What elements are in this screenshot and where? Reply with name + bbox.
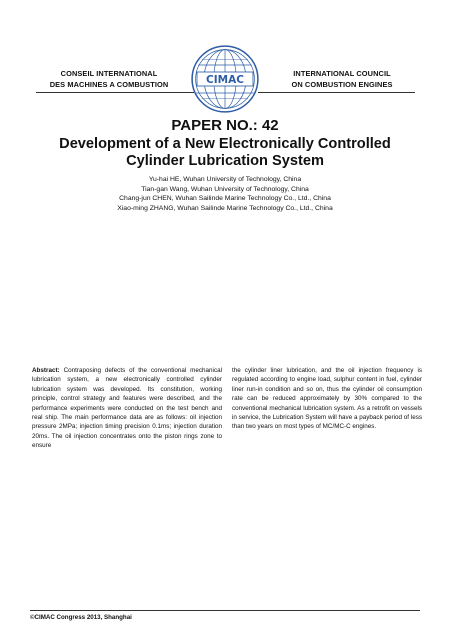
cimac-logo-icon — [190, 44, 260, 114]
header-rule-left — [36, 92, 194, 93]
header-rule-right — [258, 92, 415, 93]
author-line: Chang-jun CHEN, Wuhan Sailinde Marine Technology Co., Ltd., China — [119, 195, 331, 203]
abstract-column-left — [32, 366, 222, 451]
paper-title-line2: Cylinder Lubrication System — [126, 153, 324, 169]
abstract-label: Abstract: — [32, 367, 60, 374]
abstract-column-right — [232, 366, 422, 432]
header-org-english-line2: ON COMBUSTION ENGINES — [291, 80, 393, 89]
header-org-french-line1: CONSEIL INTERNATIONAL — [60, 69, 158, 78]
logo-text: CIMAC — [206, 74, 244, 87]
author-list — [30, 175, 420, 213]
header-org-english — [267, 68, 417, 90]
header-org-french — [34, 68, 184, 90]
header-org-french-line2: DES MACHINES A COMBUSTION — [49, 80, 169, 89]
header-org-english-line1: INTERNATIONAL COUNCIL — [293, 69, 391, 78]
footer-rule — [30, 610, 420, 611]
author-line: Tian-gan Wang, Wuhan University of Technology, China — [141, 185, 309, 193]
footer-copyright: ©CIMAC Congress 2013, Shanghai — [30, 614, 132, 621]
author-line: Xiao-ming ZHANG, Wuhan Sailinde Marine Technology Co., Ltd., China — [117, 204, 333, 212]
paper-number: PAPER NO.: 42 — [171, 117, 279, 134]
paper-title — [40, 136, 410, 170]
abstract-text-right: the cylinder liner lubrication, and the oil injection frequency is regulated according to engine load, sulphur content in fuel, cylinder liner run-in condition and so on, thus the cylinder oil consumption rate can be reduced approximately by 30% compared to the conventional mechanical lubrication system. As a retrofit on vessels in service, the Lubrication System will have a payback period of less than two years on most types of MC/MC-C engines. — [232, 367, 422, 431]
author-line: Yu-hai HE, Wuhan University of Technology, China — [148, 176, 302, 183]
abstract-text-left: Contraposing defects of the conventional mechanical lubrication system, a new electronically controlled cylinder lubrication system was developed. Its constitution, working principle, control strategy and features were described, and the performance experiments were conducted on the test bench and real ship. The main performance data are as follows: oil injection pressure 2MPa; injection timing precision 0.1ms; injection duration 20ms. The oil injection concentrates onto the piston rings zone to ensure — [32, 367, 223, 450]
paper-title-line1: Development of a New Electronically Controlled — [59, 136, 391, 152]
